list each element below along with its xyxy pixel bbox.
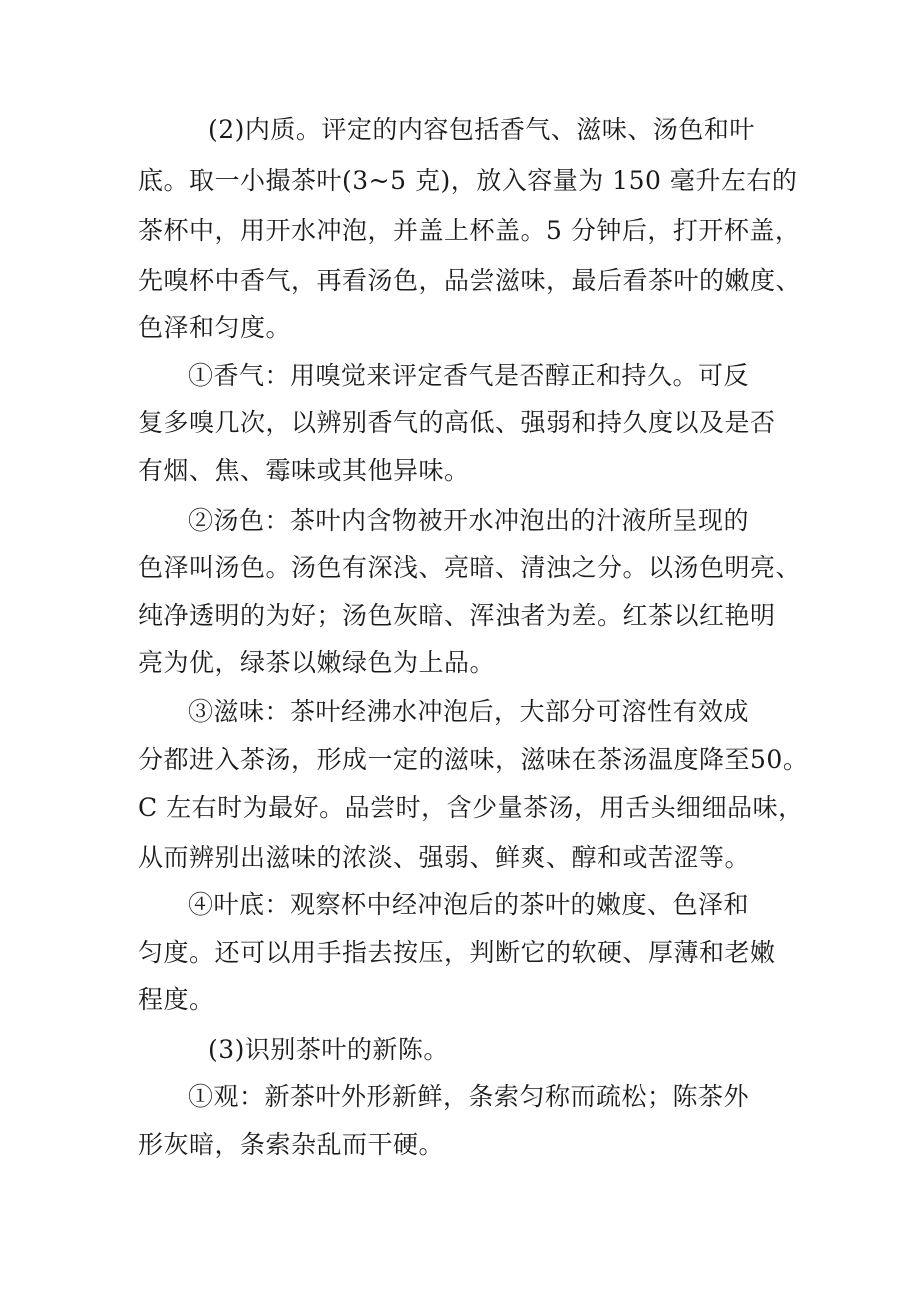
paragraph-aroma-line-3: 有烟、焦、霉味或其他异味。 [138, 456, 470, 485]
paragraph-liquor-line-1: ②汤色：茶叶内含物被开水冲泡出的汁液所呈现的 [188, 506, 750, 535]
paragraph-quality-line-2: 底。取一小撮茶叶(3~5 克)，放入容量为 150 毫升左右的 [138, 166, 798, 195]
paragraph-liquor-line-3: 纯净透明的为好；汤色灰暗、浑浊者为差。红茶以红艳明 [138, 601, 776, 630]
paragraph-leaf-line-1: ④叶底：观察杯中经冲泡后的茶叶的嫩度、色泽和 [188, 890, 750, 919]
section-heading-freshness: (3)识别茶叶的新陈。 [208, 1035, 449, 1064]
paragraph-quality-line-1: (2)内质。评定的内容包括香气、滋味、汤色和叶 [208, 115, 755, 144]
paragraph-aroma-line-1: ①香气：用嗅觉来评定香气是否醇正和持久。可反 [188, 361, 750, 390]
paragraph-quality-line-4: 先嗅杯中香气，再看汤色，品尝滋味，最后看茶叶的嫩度、 [138, 266, 802, 295]
paragraph-aroma-line-2: 复多嗅几次，以辨别香气的高低、强弱和持久度以及是否 [138, 408, 776, 437]
paragraph-taste-line-1: ③滋味：茶叶经沸水冲泡后，大部分可溶性有效成 [188, 697, 750, 726]
paragraph-taste-line-4: 从而辨别出滋味的浓淡、强弱、鲜爽、醇和或苦涩等。 [138, 843, 751, 872]
paragraph-taste-line-2: 分都进入茶汤，形成一定的滋味，滋味在茶汤温度降至50。 [138, 745, 809, 774]
paragraph-observe-line-1: ①观：新茶叶外形新鲜，条索匀称而疏松；陈茶外 [188, 1082, 750, 1111]
paragraph-quality-line-3: 茶杯中，用开水冲泡，并盖上杯盖。5 分钟后，打开杯盖， [138, 216, 801, 245]
paragraph-liquor-line-2: 色泽叫汤色。汤色有深浅、亮暗、清浊之分。以汤色明亮、 [138, 553, 802, 582]
paragraph-observe-line-2: 形灰暗，条索杂乱而干硬。 [138, 1130, 445, 1159]
paragraph-taste-line-3: C 左右时为最好。品尝时，含少量茶汤，用舌头细细品味， [138, 793, 804, 822]
paragraph-leaf-line-2: 匀度。还可以用手指去按压，判断它的软硬、厚薄和老嫩 [138, 938, 776, 967]
paragraph-liquor-line-4: 亮为优，绿茶以嫩绿色为上品。 [138, 648, 496, 677]
paragraph-quality-line-5: 色泽和匀度。 [138, 313, 292, 342]
paragraph-leaf-line-3: 程度。 [138, 985, 215, 1014]
